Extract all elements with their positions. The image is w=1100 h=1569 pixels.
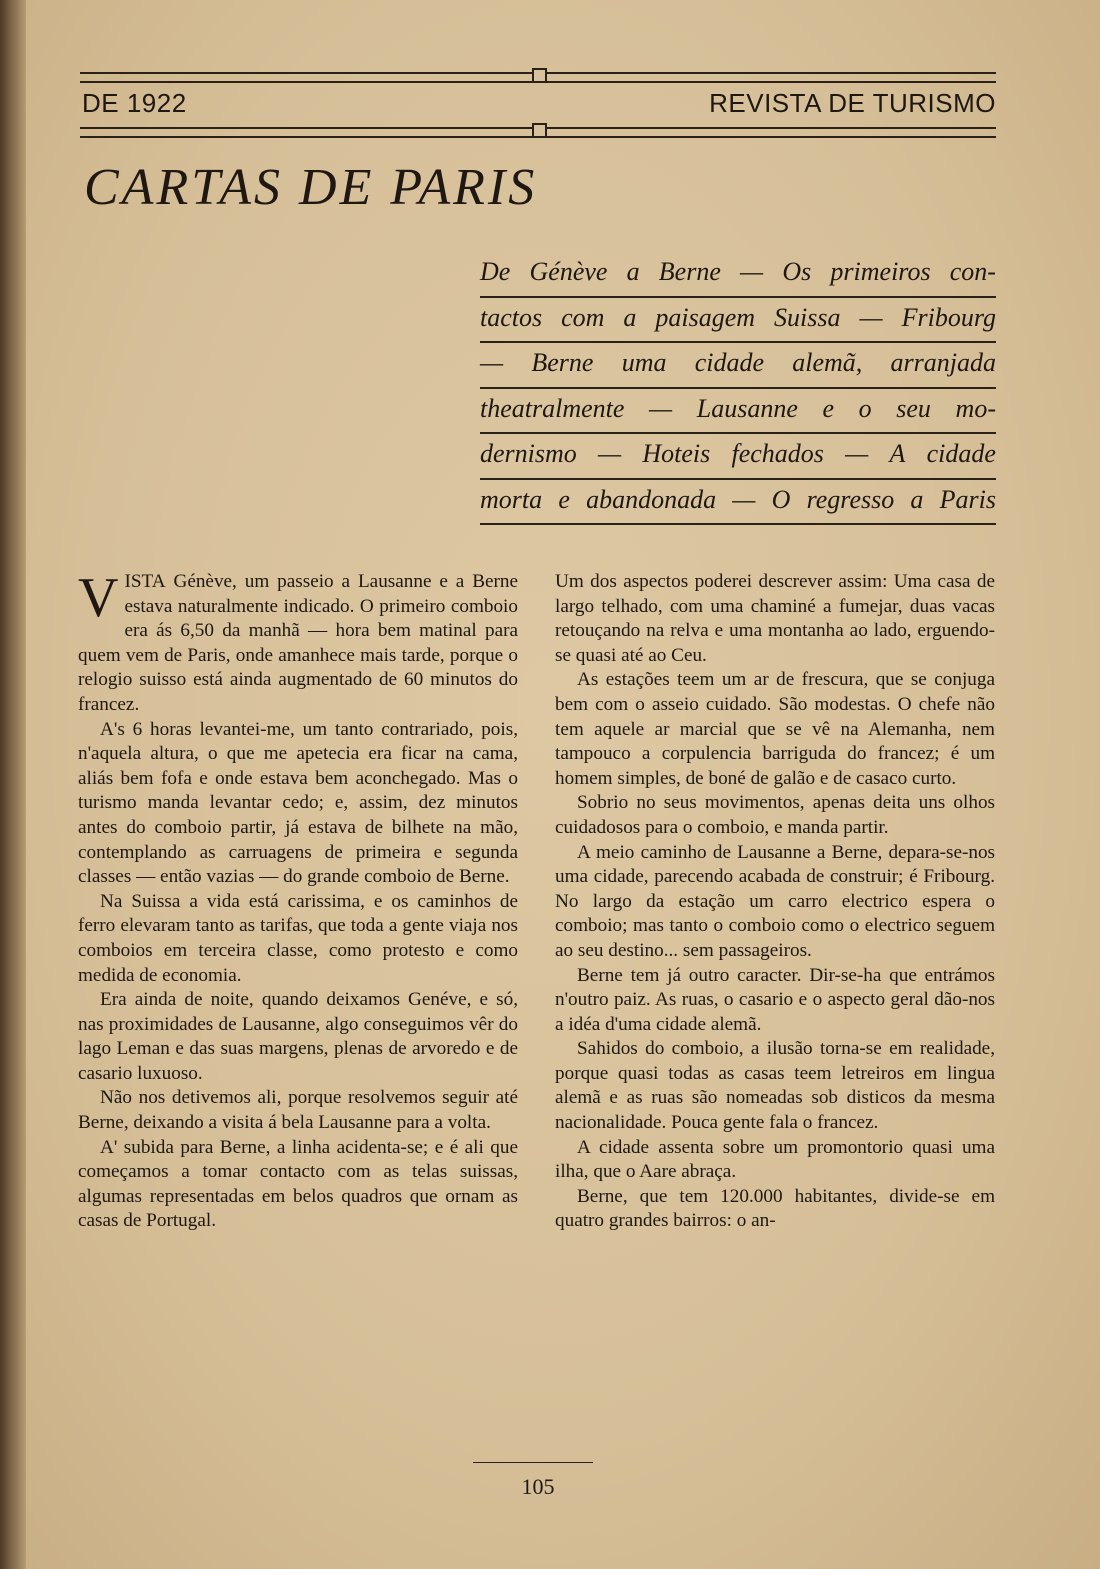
summary-word: a [910,484,924,514]
summary-word: tactos [480,302,543,332]
summary-word: — [598,439,622,468]
summary-word: seu [896,393,931,423]
summary-word: regresso [806,484,895,514]
header-top-rule [80,72,996,83]
summary-word: dernismo [480,439,577,468]
summary-word: Génève [529,257,608,286]
summary-word: primeiros [830,257,931,286]
paragraph: Um dos aspectos poderei descrever assim: Uma casa de largo telhado, com uma chaminé a fumejar, duas vacas retouçando na relva e uma montanha ao lado, erguendo-se quasi até ao Ceu. [555,571,995,666]
summary-word: uma [621,348,667,377]
summary-word: Lausanne [696,393,798,423]
summary-word: cidade [926,439,996,468]
paragraph: Não nos detivemos ali, porque resolvemos seguir até Berne, deixando a visita á bela Lausanne para a volta. [78,1087,518,1134]
paragraph: Era ainda de noite, quando deixamos Genéve, e só, nas proximidades de Lausanne, algo conseguimos vêr do lago Leman e das suas margens, plenas de arvoredo e de casario luxuoso. [78,989,518,1084]
summary-word: e [822,393,835,423]
paragraph: As estações teem um ar de frescura, que se conjuga bem com o asseio cuidado. São modestas. O chefe não tem aquele ar marcial que se vê na Alemanha, nem tampouco a corpulencia barriguda do francez; é um homem simples, de boné de galão e de casaco curto. [555,669,995,789]
summary-word: Hoteis [642,439,711,468]
summary-word: com [561,302,605,332]
summary-line [480,298,996,344]
paragraph: A's 6 horas levantei-me, um tanto contrariado, pois, n'aquela altura, o que me apetecia era ficar na cama, aliás bem fofa e onde estava bem aconchegado. Mas o turismo manda levantar cedo; e, assim, dez minutos antes do comboio partir, já estava de bilhete na mão, contemplando as carruagens de primeira e segunda classes — então vazias — do grande comboio de Berne. [78,718,518,888]
summary-word: De [480,257,511,286]
summary-word: Suissa [774,302,841,332]
summary-word: Os [782,257,812,286]
summary-word: a [623,302,637,332]
summary-word: morta [480,484,543,514]
summary-word: — [480,348,504,377]
summary-word: Berne [531,348,594,377]
paragraph: Sobrio no seus movimentos, apenas deita uns olhos cuidadosos para o comboio, e manda partir. [555,792,995,838]
paragraph: Na Suissa a vida está carissima, e os caminhos de ferro elevaram tanto as tarifas, que toda a gente viaja nos comboios em terceira classe, como protesto e como medida de economia. [78,890,518,986]
summary-word: fechados [731,439,824,468]
summary-word: a [626,257,640,286]
paragraph: A cidade assenta sobre um promontorio quasi uma ilha, que o Aare abraça. [555,1136,995,1183]
summary-line [480,480,996,526]
summary-line [480,252,996,298]
summary-word: con- [949,257,996,286]
rule-ornament [532,123,547,138]
summary-word: arranjada [890,348,996,377]
summary-word: — [740,257,764,286]
article-summary [480,252,996,525]
summary-word: cidade [694,348,765,377]
paragraph: Berne, que tem 120.000 habitantes, divide-se em quatro grandes bairros: o an- [555,1185,995,1232]
body-column-left [78,567,519,1234]
header-date: DE 1922 [82,88,187,118]
summary-word: o [858,393,872,423]
summary-word: O [771,484,791,514]
paragraph: Sahidos do comboio, a ilusão torna-se em realidade, porque quasi todas as casas teem letreiros em lingua alemã e as ruas são nomeadas sob disticos da mesma nacionalidade. Pouca gente fala o francez. [555,1038,995,1134]
header-publication: REVISTA DE TURISMO [709,88,996,118]
summary-word: — [859,302,883,332]
rule-ornament [532,68,547,83]
summary-word: paisagem [655,302,756,332]
summary-word: mo- [955,393,996,423]
lead-word: ISTA [124,571,166,592]
summary-line [480,434,996,480]
paragraph: A' subida para Berne, a linha acidenta-se; e é ali que começamos a tomar contacto com as telas suissas, algumas representadas em belos quadros que ornam as casas de Portugal. [78,1136,518,1232]
opening-paragraph [78,567,519,718]
book-spine-shadow [0,0,26,1569]
summary-line [480,389,996,435]
summary-word: — [732,484,756,514]
summary-word: theatralmente [480,393,625,423]
summary-word: A [889,439,906,468]
summary-word: abandonada [586,484,717,514]
paragraph: Berne tem já outro caracter. Dir-se-ha que entrámos n'outro paiz. As ruas, o casario e o aspecto geral dão-nos a idéa d'uma cidade alemã. [555,964,995,1035]
summary-word: Berne [658,257,721,286]
summary-word: — [845,439,869,468]
summary-word: — [649,393,673,423]
summary-word: Fribourg [901,302,996,332]
summary-word: e [558,484,570,514]
paragraph-text: Génève, um passeio a Lausanne e a Berne estava naturalmente indicado. O primeiro comboio era ás 6,50 da manhã — hora bem matinal para quem vem de Paris, onde amanhece mais tarde, porque o relogio suisso está ainda augmentado de 60 minutos do francez. [78,571,519,715]
header-bottom-rule [80,127,996,138]
article-title: CARTAS DE PARIS [84,159,538,216]
summary-word: Paris [939,484,996,514]
page-number: 105 [521,1474,555,1499]
drop-cap: V [78,567,119,629]
body-column-right [555,570,995,1234]
footer-rule [473,1462,593,1463]
paragraph: A meio caminho de Lausanne a Berne, depara-se-nos uma cidade, parecendo acabada de construir; é Fribourg. No largo da estação um carro electrico espera o comboio; mas tanto o comboio como o electrico seguem ao seu destino... sem passageiros. [555,841,995,961]
summary-word: alemã, [792,348,863,377]
summary-line [480,343,996,389]
